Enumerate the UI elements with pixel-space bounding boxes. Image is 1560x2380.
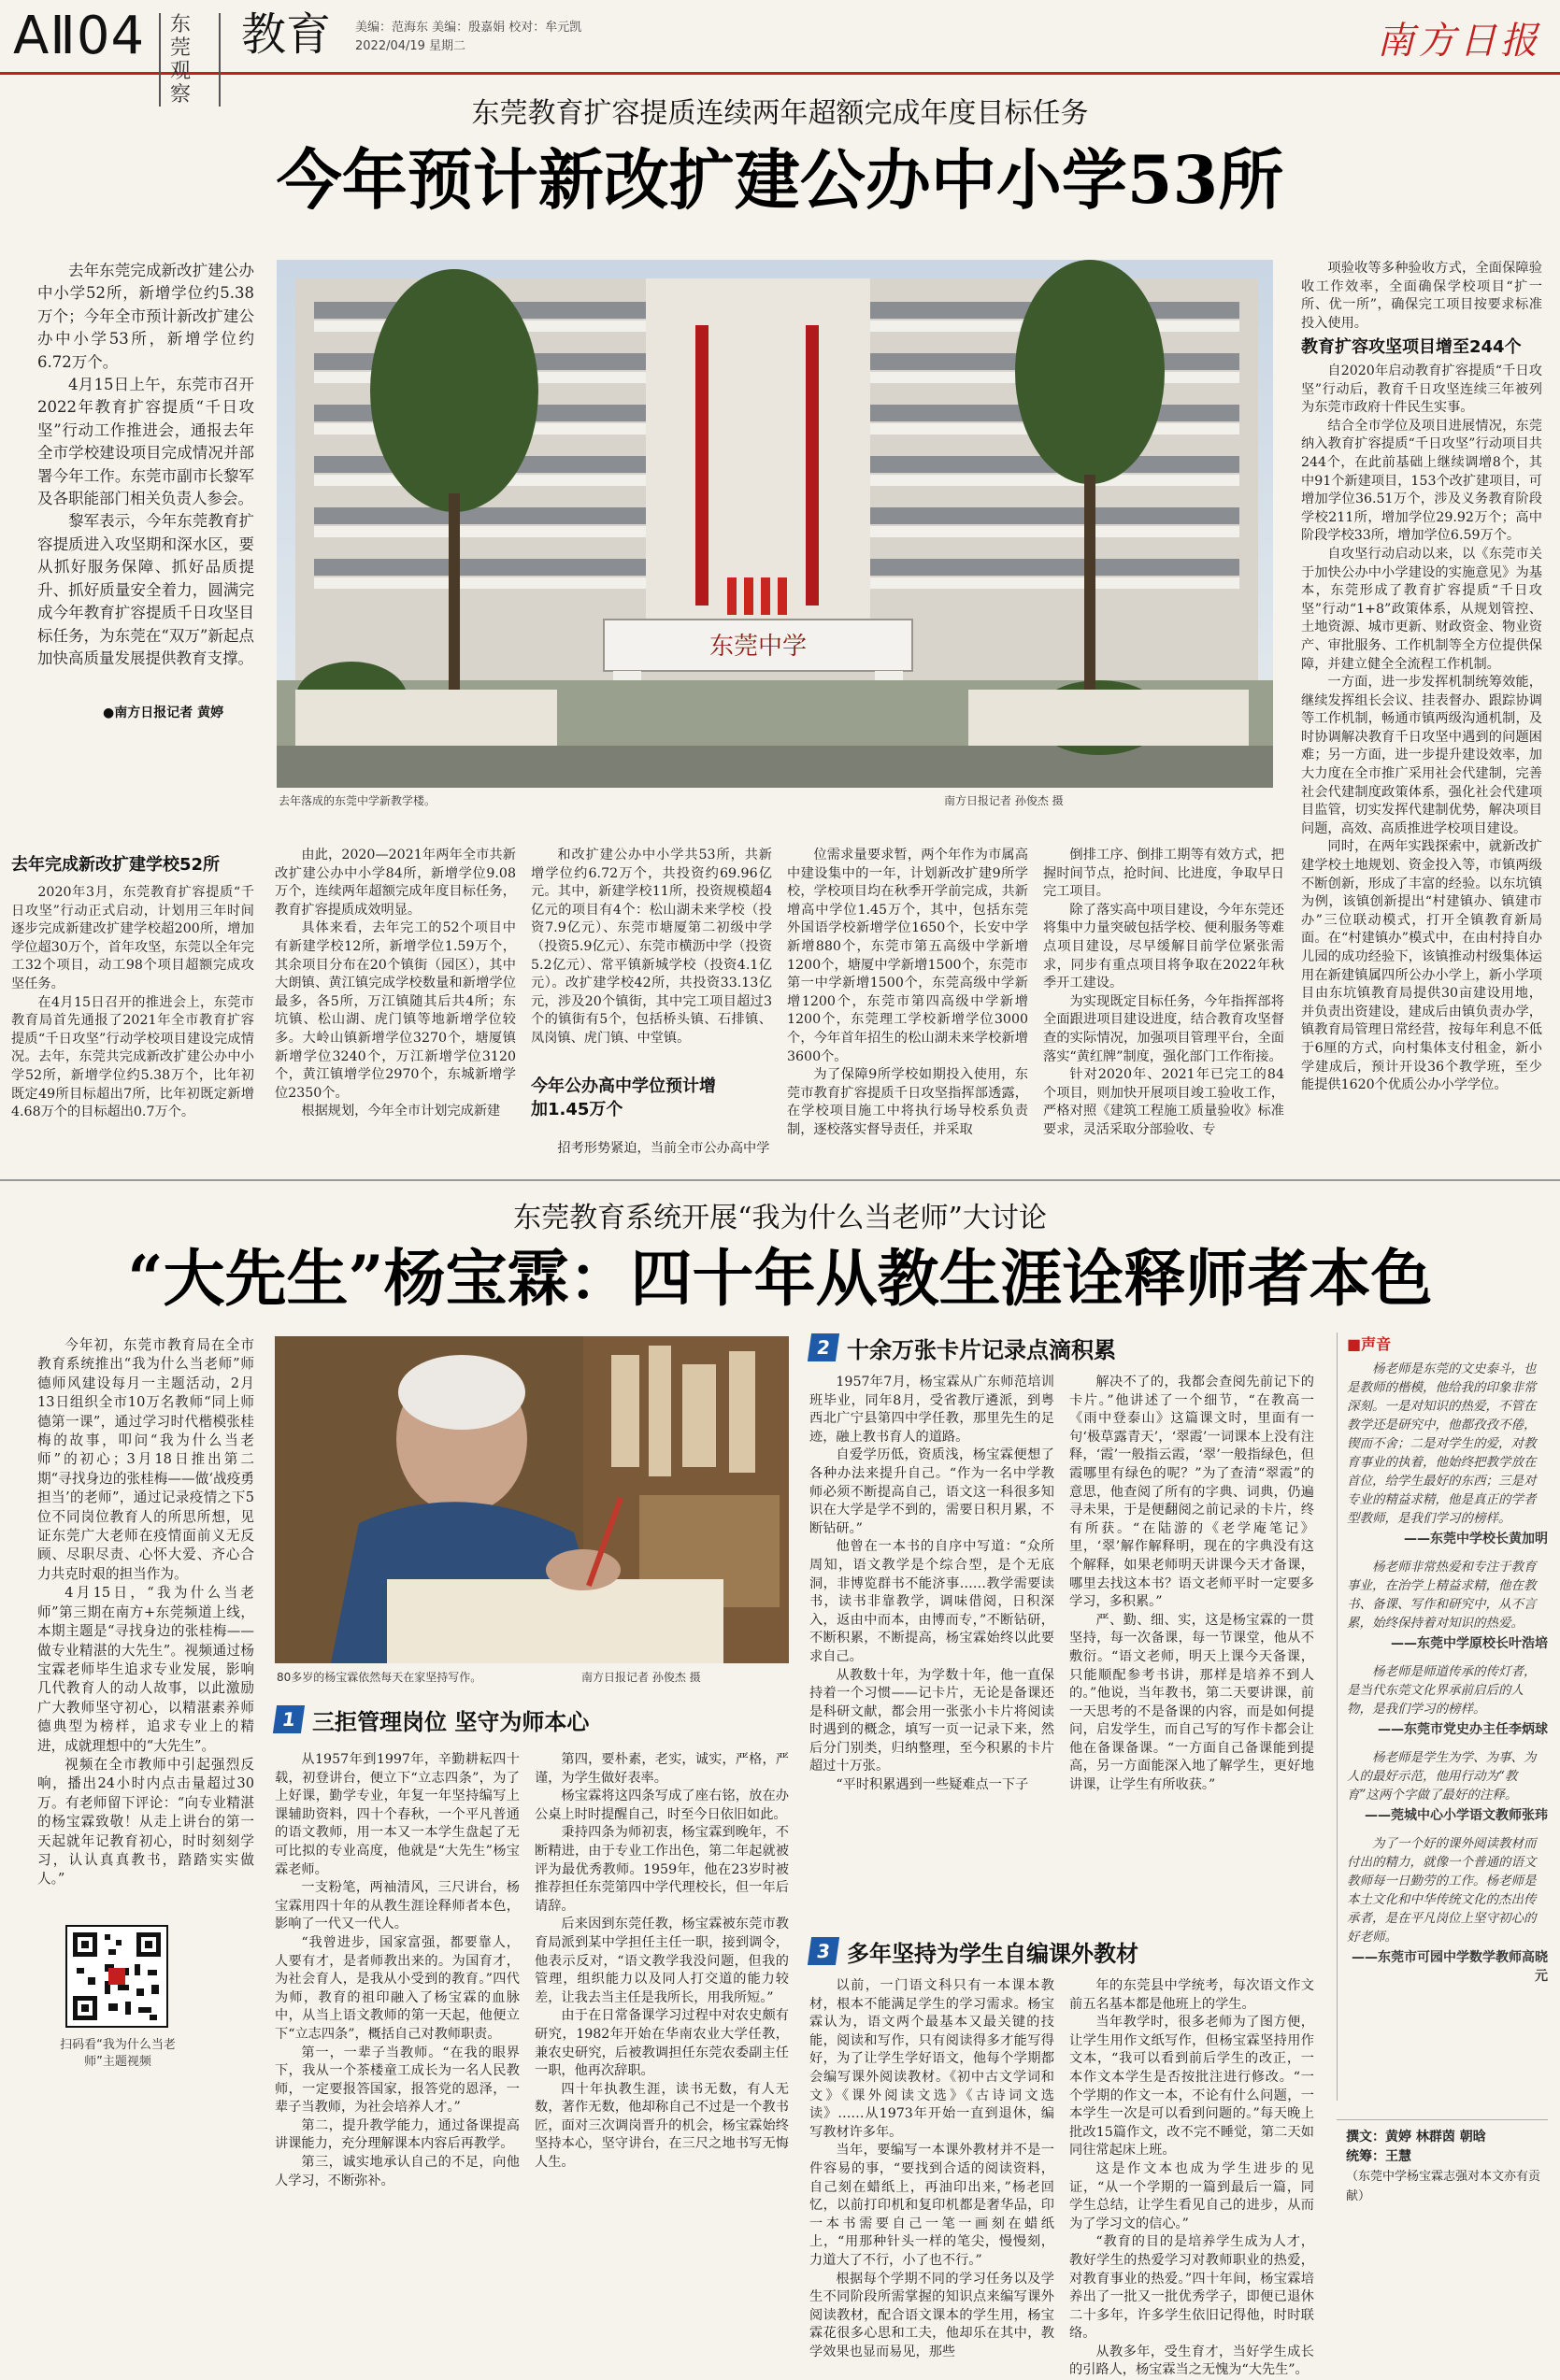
voices-header-text: 声音	[1361, 1335, 1392, 1353]
voice-quote: 杨老师是东莞的文史泰斗，也是教师的楷模，他给我的印象非常深刻。一是对知识的热爱，不管在教学还是研究中，他都孜孜不倦，锲而不舍；二是对学生的爱，对教育事业的执着，他始终把教学放在首位，给学生最好的东西；三是对专业的精益求精，他是真正的学者型教师，是我们学习的榜样。	[1347, 1361, 1537, 1526]
voices-header: ■声音	[1347, 1335, 1392, 1353]
section-title: 多年坚持为学生自编课外教材	[847, 1940, 1138, 1967]
school-sign-text: 东莞中学	[708, 633, 808, 661]
section-number-badge: 3	[808, 1937, 839, 1965]
voice-quote: 杨老师是学生为学、为事、为人的最好示范，他用行动为“教育”这两个字做了最好的注释。	[1347, 1750, 1537, 1803]
lead-paragraph: 4月15日，“我为什么当老师”第三期在南方+东莞频道上线，本期主题是“寻找身边的张桂梅——做专业精湛的大先生”。视频通过杨宝霖老师毕生追求专业发展，影响几代教育人的动人故事，以此激励广大教师坚守初心，以精湛素养师德典型为榜样，追求专业上的精进，成就理想中的“大先生”。	[37, 1585, 254, 1754]
body-paragraph: 和改扩建公办中小学共53所，共新增学位约6.72万个，共投资约69.96亿元。其中，新建学校11所，投资规模超4亿元的项目有4个：松山湖未来学校（投资7.9亿元）、东莞市塘厦第二初级中学（投资5.9亿元）、东莞市横沥中学（投资5.2亿元）、常平镇新城学校（投资4.1亿元）。改扩建学校42所，共投资33.13亿元，涉及20个镇街，其中完工项目超过3个的镇街有5个，包括桥头镇、石排镇、凤岗镇、虎门镇、中堂镇。	[531, 848, 772, 1046]
story1-col5	[1043, 847, 1284, 1166]
story1-col1	[11, 884, 254, 1166]
section-1-header	[275, 1703, 789, 1736]
section-label: 东莞观察	[159, 13, 221, 107]
story2-sec1-col-b	[535, 1751, 789, 2237]
story2-kicker: 东莞教育系统开展“我为什么当老师”大讨论	[513, 1202, 1047, 1234]
qr-code[interactable]	[65, 1925, 168, 2028]
credit-line: 统筹：王慧	[1346, 2149, 1411, 2164]
body-paragraph: “我曾进步，国家富强，都要靠人，人要有才，是者师教出来的。为国育才，为社会育人，是我从小受到的教育。”四代为师，教育的祖印融入了杨宝霖的血脉中，从当上语文教师的第一天起，他便立下“立志四条”，概括自己对教师职责。	[275, 1934, 520, 2042]
credit-line: （东莞中学杨宝霖志强对本文亦有贡献）	[1346, 2170, 1541, 2203]
story1-subhead-1: 去年完成新改扩建学校52所	[11, 855, 221, 875]
story2-lead	[37, 1336, 254, 1908]
body-paragraph: 第一，一辈子当教师。“在我的眼界下，我从一个茶楼童工成长为一名人民教师，一定要报答国家，报答党的恩泽，一辈子当教师，为社会培养人才。”	[275, 2045, 520, 2116]
body-paragraph: 这是作文本也成为学生进步的见证，“从一个学期的一篇到最后一篇，同学生总结，让学生看见自己的进步，从而为了学习文的信心。”	[1069, 2160, 1314, 2231]
lead-paragraph: 4月15日上午，东莞市召开2022年教育扩容提质“千日攻坚”行动工作推进会，通报去年全市学校建设项目完成情况并部署今年工作。东莞市副市长黎军及各职能部门相关负责人参会。	[37, 376, 254, 508]
lead-paragraph: 去年东莞完成新改扩建公办中小学52所，新增学位约5.38万个；今年全市预计新改扩建公办中小学53所，新增学位约6.72万个。	[37, 262, 254, 371]
category-label: 教育	[241, 8, 332, 61]
body-paragraph: 为实现既定目标任务，今年指挥部将全面跟进项目建设进度，结合教育攻坚督查的实际情况，加强项目管理平台，全面落实“黄红牌”制度，强化部门工作衔接。	[1043, 993, 1284, 1064]
body-paragraph: 具体来看，去年完工的52个项目中有新建学校12所，新增学位1.59万个，其余项目分布在20个镇街（园区），其中大朗镇、黄江镇完成学校数量和新增学位最多，各5所，万江镇随其后共4所；东坑镇、松山湖、虎门镇等地新增学位较多。大岭山镇新增学位3270个，塘厦镇新增学位3240个，万江新增学位3120个，黄江镇增学位2970个，东城新增学位2350个。	[275, 920, 516, 1101]
lead-paragraph: 今年初，东莞市教育局在全市教育系统推出“我为什么当老师”师德师风建设每月一主题活动，2月13日组织全市10万名教师“同上师德第一课”，通过学习时代楷模张桂梅的故事，叩问“我为什么当老师”的初心；3月18日推出第二期“寻找身边的张桂梅——做‘战疫勇担当’的老师”，通过记录疫情之下5位不同岗位教育人的所思所想，见证东莞广大老师在疫情面前义无反顾、尽职尽责、心怀大爱、齐心合力共克时艰的担当作为。	[37, 1337, 254, 1582]
section-2-header	[809, 1331, 1314, 1364]
school-photo-caption: 去年落成的东莞中学新教学楼。	[279, 794, 437, 807]
body-paragraph: 以前，一门语文科只有一本课本教材，根本不能满足学生的学习需求。杨宝霖认为，语文两个最基本又最关键的技能，阅读和写作，只有阅读得多才能写得好，为了让学生学好语文，他每个学期都会编写课外阅读教材。《初中古文学词和文》《课外阅读文选》《古诗词文选读》……从1973年开始一直到退休，编写教材许多年。	[809, 1978, 1054, 2140]
body-paragraph: 根据规划，今年全市计划完成新建	[301, 1104, 501, 1119]
teacher-photo	[275, 1336, 789, 1663]
body-paragraph: 四十年执教生涯，读书无数，有人无数，著作无数，他却称自己不过是一个教书匠，面对三次调岗晋升的机会，杨宝霖始终坚持本心，坚守讲台，在三尺之地书写无悔人生。	[535, 2081, 789, 2171]
body-paragraph: “教育的目的是培养学生成为人才，教好学生的热爱学习对教师职业的热爱，对教育事业的热爱。”四十年间，杨宝霖培养出了一批又一批优秀学子，即便已退休二十多年，许多学生依旧记得他，时时联络。	[1069, 2234, 1314, 2342]
story1-lead	[37, 260, 254, 699]
story1-col3	[531, 847, 772, 1067]
body-paragraph: 招考形势紧迫，当前全市公办高中学	[557, 1141, 770, 1156]
credits-box	[1337, 2119, 1548, 2222]
body-paragraph: 年的东莞县中学统考，每次语文作文前五名基本都是他班上的学生。	[1069, 1978, 1314, 2012]
body-paragraph: 一支粉笔，两袖清风，三尺讲台，杨宝霖用四十年的从教生涯诠释师者本色，影响了一代又一代人。	[275, 1880, 520, 1932]
teacher-photo-credit: 南方日报记者 孙俊杰 摄	[581, 1671, 701, 1684]
col6-paragraph: 自2020年启动教育扩容提质“千日攻坚”行动后，教育千日攻坚连续三年被列为东莞市政府十件民生实事。	[1301, 363, 1542, 416]
section-number-badge: 1	[273, 1705, 305, 1733]
section-3-header	[809, 1934, 1314, 1968]
section-title: 十余万张卡片记录点滴积累	[847, 1336, 1116, 1363]
story1-subhead-2: 今年公办高中学位预计增加1.45万个	[531, 1076, 716, 1119]
credit-line: 撰文：黄婷 林群茵 朝晗	[1346, 2130, 1486, 2145]
voice-quote: 杨老师非常热爱和专注于教育事业，在治学上精益求精，他在教书、备课、写作和研究中，从不言累，始终保持着对知识的热爱。	[1347, 1560, 1537, 1631]
story1-col6-top	[1301, 260, 1542, 335]
col6-paragraph: 项验收等多种验收方式，全面保障验收工作效率，全面确保学校项目“扩一所、优一所”，确保完工项目按要求标准投入使用。	[1301, 261, 1542, 331]
body-paragraph: 第二，提升教学能力，通过备课提高讲课能力，充分理解课本内容后再教学。	[275, 2117, 520, 2152]
lead-paragraph: 视频在全市教师中引起强烈反响，播出24小时内点击量超过30万。有老师留下评论：“向专业精湛的杨宝霖致敬！从走上讲台的第一天起就年记教育初心，时时刻刻学习，认认真真教书，踏踏实实做人。”	[37, 1756, 254, 1888]
voice-attribution: ——东莞市党史办主任李炳球	[1378, 1722, 1548, 1737]
voices-list	[1347, 1360, 1548, 1986]
body-paragraph: 在4月15日召开的推进会上，东莞市教育局首先通报了2021年全市教育扩容提质“千日攻坚”行动学校项目建设完成情况。去年，东莞共完成新改扩建公办中小学52所，新增学位约5.38万个，比年初既定49所目标超出7所，比年初既定新增4.68万个的目标超出0.7万个。	[11, 994, 254, 1120]
body-paragraph: 第三，诚实地承认自己的不足，向他人学习，不断弥补。	[275, 2155, 520, 2188]
voice-attribution: ——莞城中心小学语文教师张玮	[1365, 1808, 1548, 1823]
story2-sec3-col-a	[809, 1977, 1054, 2359]
body-paragraph: 后来因到东莞任教，杨宝霖被东莞市教育局派到某中学担任主任一职，接到调令，他表示反对，“语文教学我没问题，但我的管理，组织能力以及同人打交道的能力较差，让我去当主任是我所长，用我所短。”	[535, 1917, 789, 2005]
lead-paragraph: 黎军表示，今年东莞教育扩容提质进入攻坚期和深水区，要从抓好服务保障、抓好品质提升、抓好质量安全着力，圆满完成今年教育扩容提质千日攻坚目标任务，为东莞在“双万”新起点加快高质量发展提供教育支撑。	[37, 512, 254, 667]
body-paragraph: 他曾在一本书的自序中写道：“众所周知，语文教学是个综合型，是个无底洞，非博览群书不能济事……教学需要读书，读书非靠教学，调味借阅，日积深入，返由中而本，由博而专，”不断钻研，不断积累，不断提高，杨宝霖始终以此要求自己。	[809, 1539, 1054, 1664]
col6-paragraph: 结合全市学位及项目进展情况，东莞纳入教育扩容提质“千日攻坚”行动项目共244个，在此前基础上继续调增8个，其中91个新建项目，153个改扩建项目，可增加学位36.51万个，涉及义务教育阶段学校211所，增加学位29.92万个；高中阶段学校33所，增加学位6.59万个。	[1301, 418, 1542, 544]
story1-headline: 今年预计新改扩建公办中小学53所	[276, 141, 1284, 219]
story1-kicker: 东莞教育扩容提质连续两年超额完成年度目标任务	[471, 97, 1089, 130]
body-paragraph: 杨宝霖将这四条写成了座右铭，放在办公桌上时时提醒自己，时至今日依旧如此。	[535, 1789, 789, 1822]
body-paragraph: 针对2020年、2021年已完工的84个项目，则加快开展项目竣工验收工作，严格对照《建筑工程施工质量验收》标准要求，灵活采取分部验收、专	[1043, 1067, 1284, 1137]
story1-col3b	[531, 1140, 772, 1166]
qr-code-icon	[67, 1927, 166, 2026]
story1-col4	[787, 847, 1028, 1166]
editor-line: 美编：范海东 美编：殷嘉娟 校对：牟元凯	[355, 21, 582, 35]
voice-attribution: ——东莞中学原校长叶浩培	[1391, 1636, 1548, 1651]
teacher-photo-caption: 80多岁的杨宝霖依然每天在家坚持写作。	[277, 1671, 482, 1684]
qr-caption: 扫码看“我为什么当老师”主题视频	[60, 2038, 176, 2069]
col6-paragraph: 同时，在两年实践探索中，就新改扩建学校土地规划、资金投入等，市镇两级不断创新，形成了丰富的经验。以东坑镇为例，该镇创新提出“村建镇办、镇建市办”三位联动模式，打开全镇教育新局面。在“村建镇办”模式中，在由村持自办儿园的成功经验下，该镇推动村级集体运用在新建镇属四所公办小学上，新小学项目由东坑镇教育局提供30亩建设用地，并负责出资建设，建成后由镇负责办学，镇教育局管理日常经营，按每年利息不低于6厘的方式，向村集体支付租金，新小学建成后，预计开设36个教学班，至少能提供1620个优质公办小学学位。	[1301, 839, 1542, 1093]
body-paragraph: 解决不了的，我都会查阅先前记下的卡片。”他讲述了一个细节，“在教高一《雨中登泰山》这篇课文时，里面有一句‘极草露青天’，‘翠霞’一词课本上没有注释，‘霞’一般指云霞，‘翠’一般指绿色，但霞哪里有绿色的呢？”为了查清“翠霞”的意思，他查阅了所有的字典、词典，仍遍寻未果，于是便翻阅之前记录的卡片，终有所获。“在陆游的《老学庵笔记》里，‘翠’解作解释明，现在的字典没有这个解释，如果老师明天讲课今天才备课，哪里去找这本书？语文老师平时一定要多学习，多积累。”	[1069, 1375, 1314, 1610]
body-paragraph: 第四，要朴素，老实，诚实，严格，严谨，为学生做好表率。	[535, 1752, 789, 1786]
story1-subhead-3: 教育扩容攻坚项目增至244个	[1301, 337, 1522, 357]
body-paragraph: 由于在日常备课学习过程中对农史颇有研究，1982年开始在华南农业大学任教，兼农史研究，后被教调担任东莞农委副主任一职，他再次辞职。	[535, 2008, 789, 2079]
masthead	[0, 0, 1560, 75]
body-paragraph: 从教数十年，为学数十年，他一直保持着一个习惯——记卡片，无论是备课还是科研文献，都会用一张张小卡片将阅读时遇到的概念，填写一页一记录下来，然后分门别类，归纳整理，至今积累的卡片超过十万张。	[809, 1667, 1054, 1774]
section-number-badge: 2	[808, 1333, 839, 1361]
body-paragraph: 自爱学历低，资质浅，杨宝霖便想了各种办法来提升自己。“作为一名中学教师必须不断提高自己，语文这一科很多知识在大学是学不到的，需要日积月累，不断钻研。”	[809, 1447, 1054, 1536]
col6-paragraph: 自攻坚行动启动以来，以《东莞市关于加快公办中小学建设的实施意见》为基本，东莞形成了教育扩容提质“千日攻坚”行动“1+8”政策体系，从规划管控、土地资源、城市更新、财政资金、物业资产、审批服务、工作机制等全方位提供保障，并建立健全全流程工作机制。	[1301, 546, 1542, 672]
story1-col2	[275, 847, 516, 1166]
body-paragraph: 秉持四条为师初衷，杨宝霖到晚年，不断精进，由于专业工作出色，第二年起就被评为最优秀教师。1959年，他在23岁时被推荐担任东莞第四中学代理校长，但一年后请辞。	[535, 1825, 789, 1914]
teacher-writing-image	[275, 1336, 789, 1663]
body-paragraph: 当年教学时，很多老师为了图方便，让学生用作文纸写作，但杨宝霖坚持用作文本，“我可以看到前后学生的改正，一本作文本学生是否按批注进行修改。“一个学期的作文一本，不论有什么问题，一本学生一次是可以看到问题的。”每天晚上批改15篇作文，改不完不睡觉，第二天如同往常起床上班。	[1069, 2015, 1314, 2159]
body-paragraph: 根据每个学期不同的学习任务以及学生不同阶段所需掌握的知识点来编写课外阅读教材，配合语文课本的学生用，杨宝霖花很多心思和工夫，他却乐在其中，教学效果也显而易见，那些	[809, 2271, 1054, 2359]
story2-headline: “大先生”杨宝霖：四十年从教生涯诠释师者本色	[127, 1242, 1433, 1315]
body-paragraph: 从1957年到1997年，辛勤耕耘四十载，初登讲台，便立下“立志四条”，为了上好课，勤学专业，年复一年坚持编写上课辅助资料，四十个春秋，一个平凡普通的语文教师，用一本又一本学生盘起了无可比拟的专业高度，他就是“大先生”杨宝霖老师。	[275, 1752, 520, 1877]
body-paragraph: 从教多年，受生育才，当好学生成长的引路人，杨宝霖当之无愧为“大先生”。	[1069, 2344, 1314, 2378]
body-paragraph: 由此，2020—2021年两年全市共新改扩建公办中小学84所，新增学位9.08万个，连续两年超额完成年度目标任务，教育扩容提质成效明显。	[275, 848, 516, 918]
school-photo	[277, 260, 1273, 788]
story2-sec1-col-a	[275, 1751, 520, 2237]
story2-sec2-col-a	[809, 1374, 1054, 1925]
col6-paragraph: 一方面，进一步发挥机制统筹效能，继续发挥组长会议、挂表督办、跟踪协调等工作机制，畅通市镇两级沟通机制，及时协调解决教育千日攻坚中遇到的问题困难；另一方面，进一步提升建设效率，加大力度在全市推广采用社会代建制，完善社会代建制度政策体系，强化社会代建项目监管，切实发挥代建制优势，解决项目问题，高效、高质推进学校项目建设。	[1301, 675, 1542, 836]
body-paragraph: 2020年3月，东莞教育扩容提质“千日攻坚”行动正式启动，计划用三年时间逐步完成新建改扩建学校超200所，增加学位超30万个，首年攻坚，东莞以全年完工32个项目，动工98个项目超额完成攻坚任务。	[11, 885, 254, 991]
body-paragraph: “平时积累遇到一些疑难点一下子	[836, 1777, 1029, 1793]
story2-sec3-col-b	[1069, 1977, 1314, 2378]
voice-quote: 为了一个好的课外阅读教材而付出的精力，就像一个普通的语文教师每一日勤劳的工作。杨老师是本土文化和中华传统文化的杰出传承者，是在平凡岗位上坚守初心的好老师。	[1347, 1836, 1537, 1945]
section-title: 三拒管理岗位 坚守为师本心	[312, 1708, 590, 1735]
body-paragraph: 严、勤、细、实，这是杨宝霖的一贯坚持，每一次备课，每一节课堂，他从不敷衍。“语文老师，明天上课今天备课，只能顺配参考书讲，那样是培养不到人的。”他说，当年教书，第二天要讲课，前一天思考的不是备课的内容，而是如何提问，启发学生，而自己写的写作卡都会让他在备课备课。“一方面自己备课能到提高，另一方面能深入地了解学生，更好地讲课，让学生有所收获。”	[1069, 1612, 1314, 1793]
story-divider	[0, 1179, 1560, 1181]
newspaper-logo: 南方日报	[1377, 20, 1541, 63]
date-line: 2022/04/19 星期二	[355, 39, 466, 53]
voice-quote: 杨老师是师道传承的传灯者，是当代东莞文化界承前启后的人物，是我们学习的榜样。	[1347, 1664, 1537, 1717]
body-paragraph: 为了保障9所学校如期投入使用，东莞市教育扩容提质千日攻坚指挥部透露，在学校项目施工中将执行场导校系负责制，逐校落实督导责任，并采取	[787, 1067, 1028, 1137]
page-number: AⅡ04	[13, 6, 146, 66]
story2-sec2-col-b	[1069, 1374, 1314, 1925]
school-photo-credit: 南方日报记者 孙俊杰 摄	[944, 794, 1064, 807]
body-paragraph: 当年，要编写一本课外教材并不是一件容易的事，“要找到合适的阅读资料，自己刻在蜡纸上，再油印出来，”杨老回忆，以前打印机和复印机都是奢华品，印一本书需要自己一笔一画刻在蜡纸上，“用那种针头一样的笔尖，慢慢刻，力道大了不行，小了也不行。”	[809, 2143, 1054, 2268]
body-paragraph: 除了落实高中项目建设，今年东莞还将集中力量突破包括学校、便利服务等难点项目建设，尽早缓解目前学位紧张需求，同步有重点项目将争取在2022年秋季开工建设。	[1043, 902, 1284, 991]
story1-byline: ●南方日报记者 黄婷	[103, 705, 224, 720]
body-paragraph: 1957年7月，杨宝霖从广东师范培训班毕业，同年8月，受省教厅遴派，到粤西北广宁县第四中学任教，那里先生的足迹，融上教书育人的道路。	[809, 1375, 1054, 1445]
body-paragraph: 倒排工序、倒排工期等有效方式，把握时间节点，抢时间、比进度，争取早日完工项目。	[1043, 848, 1284, 900]
voice-attribution: ——东莞中学校长黄加明	[1404, 1532, 1548, 1546]
body-paragraph: 位需求量要求暂，两个年作为市属高中建设集中的一年，计划新改扩建9所学校，学校项目均在秋季开学前完成，共新增高中学位1.45万个，其中，包括东莞外国语学校新增学位1650个，长安中学新增880个，东莞市第五高级中学新增1200个，塘厦中学新增1500个，东莞市第一中学新增1500个，东莞高级中学新增1200个，东莞市第四高级中学新增1200个，东莞理工学校新增学位3000个，今年首年招生的松山湖未来学校新增3600个。	[787, 848, 1028, 1064]
voice-attribution: ——东莞市可园中学数学教师高晓元	[1352, 1950, 1548, 1984]
page-meta	[355, 19, 748, 56]
story1-col6-body	[1301, 363, 1542, 1166]
school-building-image	[277, 260, 1273, 788]
voices-box	[1337, 1333, 1548, 2101]
